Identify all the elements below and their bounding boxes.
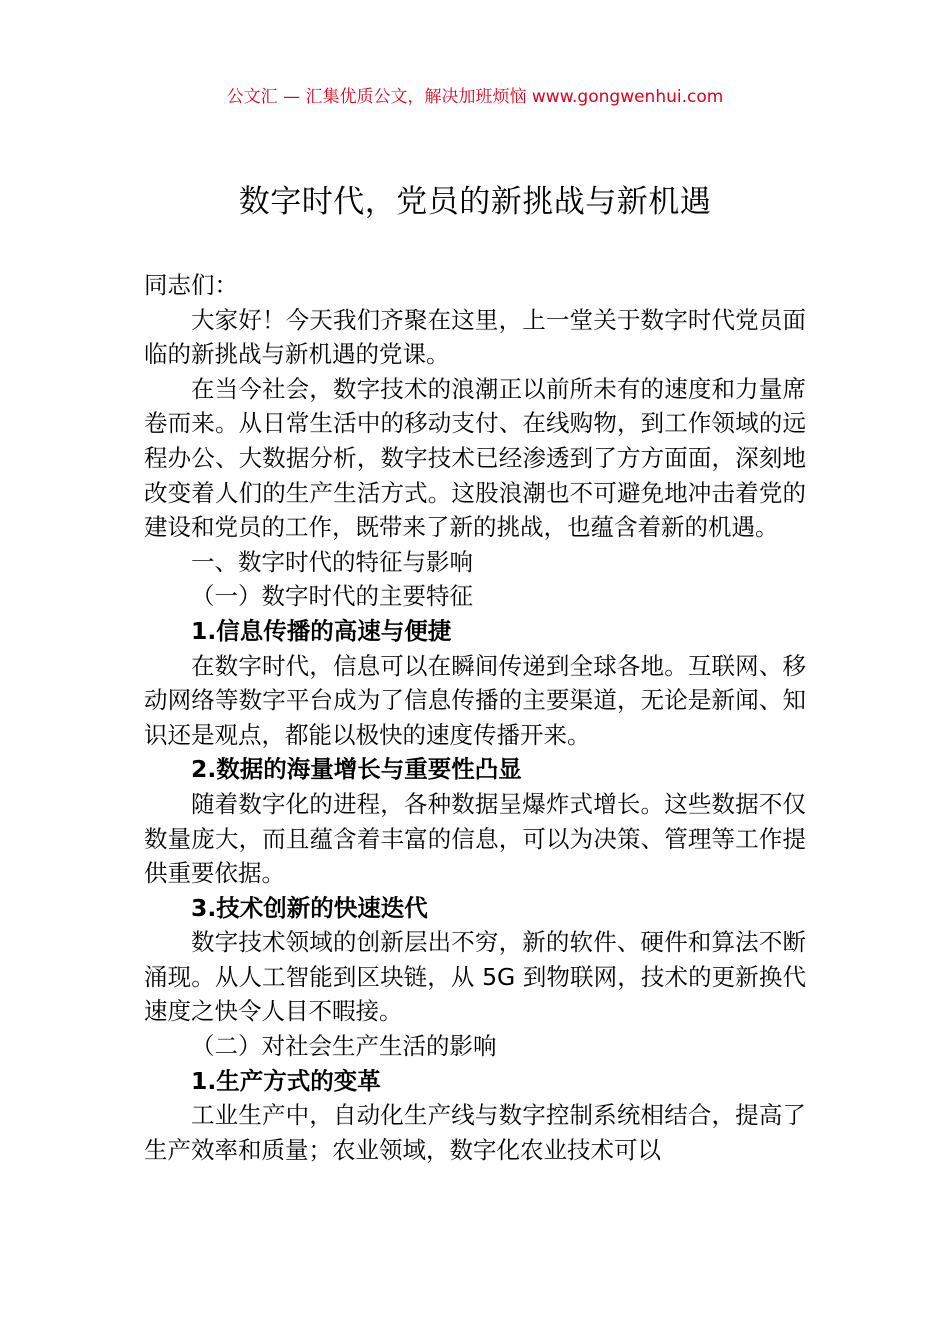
subsection-heading-2: （二）对社会生产生活的影响 [191, 1032, 497, 1061]
context-paragraph: 在当今社会，数字技术的浪潮正以前所未有的速度和力量席卷而来。从日常生活中的移动支付、在线购物，到工作领域的远程办公、大数据分析，数字技术已经渗透到了方方面面，深刻地改变着人们的生产生活方式。这股浪潮也不可避免地冲击着党的建设和党员的工作，既带来了新的挑战，也蕴含着新的机遇。 [144, 374, 806, 542]
item-heading-3: 3.技术创新的快速迭代 [191, 893, 428, 922]
item-paragraph-3: 数字技术领域的创新层出不穷，新的软件、硬件和算法不断涌现。从人工智能到区块链，从 5G 到物联网，技术的更新换代速度之快令人目不暇接。 [144, 928, 806, 1026]
intro-paragraph: 大家好！今天我们齐聚在这里，上一堂关于数字时代党员面临的新挑战与新机遇的党课。 [144, 305, 806, 369]
site-banner: 公文汇 — 汇集优质公文，解决加班烦恼 www.gongwenhui.com [226, 87, 724, 107]
item-heading-4: 1.生产方式的变革 [191, 1066, 381, 1095]
item-paragraph-4: 工业生产中，自动化生产线与数字控制系统相结合，提高了生产效率和质量；农业领域，数字化农业技术可以 [144, 1101, 806, 1164]
subsection-heading-1: （一）数字时代的主要特征 [191, 582, 473, 611]
item-paragraph-2: 随着数字化的进程，各种数据呈爆炸式增长。这些数据不仅数量庞大，而且蕴含着丰富的信息，可以为决策、管理等工作提供重要依据。 [144, 789, 806, 888]
item-heading-1: 1.信息传播的高速与便捷 [191, 616, 452, 645]
section-heading-1: 一、数字时代的特征与影响 [191, 547, 473, 576]
item-paragraph-1: 在数字时代，信息可以在瞬间传递到全球各地。互联网、移动网络等数字平台成为了信息传播的主要渠道，无论是新闻、知识还是观点，都能以极快的速度传播开来。 [144, 651, 806, 749]
document-body [144, 268, 806, 1167]
item-heading-2: 2.数据的海量增长与重要性凸显 [191, 755, 522, 784]
salutation: 同志们： [144, 271, 238, 299]
document-title: 数字时代，党员的新挑战与新机遇 [238, 184, 712, 220]
